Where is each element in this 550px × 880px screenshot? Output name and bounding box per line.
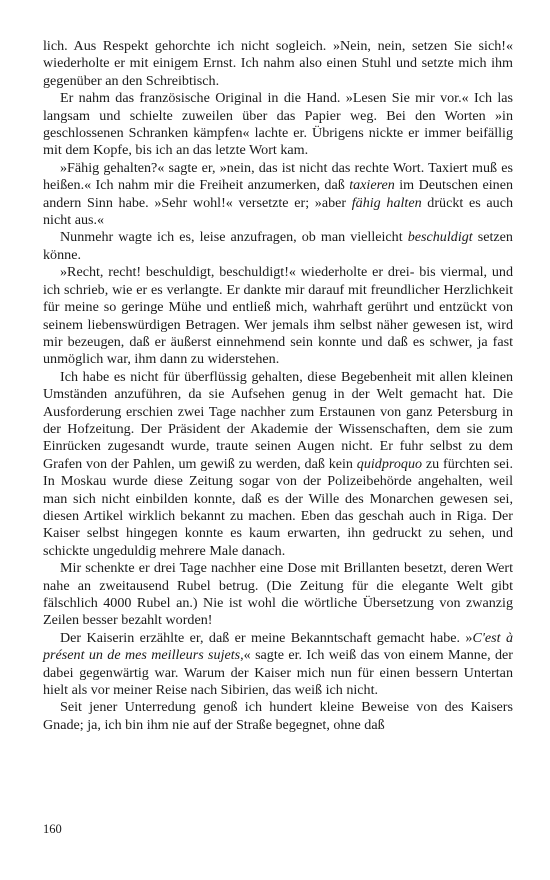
paragraph — [43, 38, 513, 90]
page-number: 160 — [43, 822, 62, 836]
text-run: im Deutschen einen andern Sinn habe. »Sehr wohl!« versetzte er; »aber — [43, 177, 513, 211]
text-run: Mir schenkte er drei Tage nachher eine Dose mit Brillanten besetzt, deren Wert nahe an zweitausend Rubel betrug. (Die Zeitung für die elegante Welt gibt fälschlich 4000 Rubel an.) Nie ist wohl die wörtliche Übersetzung von zwanzig Zeilen besser bezahlt worden! — [43, 560, 513, 629]
text-run: drückt es auch nicht aus.« — [43, 194, 513, 229]
italic-text: C'est à présent un de mes meilleurs sujets — [43, 629, 513, 664]
paragraph — [43, 630, 513, 700]
paragraph — [43, 369, 513, 560]
italic-text: quidproquo — [356, 455, 423, 472]
text-run: »Fähig gehalten?« sagte er, »nein, das ist nicht das rechte Wort. Taxiert muß es heißen.« Ich nahm mir die Freiheit anzumerken, daß — [43, 159, 513, 194]
text-run: Nunmehr wagte ich es, leise anzufragen, ob man vielleicht — [60, 229, 408, 246]
italic-text: taxieren — [349, 177, 395, 194]
text-run: Er nahm das französische Original in die Hand. »Lesen Sie mir vor.« Ich las langsam und schielte zuweilen über das Papier weg. Bei den Worten »in geschlossenen Schranken kämpfen« lachte er. Übrigens nickte er immer beifällig mit dem Kopfe, bis ich an das letzte Wort kam. — [43, 90, 513, 159]
text-run: Ich habe es nicht für überflüssig gehalten, diese Begebenheit mit allen kleinen Umständen anzuführen, da sie Aufsehen genug in der Welt gemacht hat. Die Ausforderung erschien zwei Tage nachher zum Erstaunen von ganz Petersburg in der Hofzeitung. Der Präsident der Akademie der Wissenschaften, dem sie zum Einrücken zugesandt wurde, traute seinen Augen nicht. Er fuhr selbst zu dem Grafen von der Pahlen, um gewiß zu werden, daß kein — [43, 368, 513, 472]
text-run: ,« sagte er. Ich weiß das von einem Manne, der dabei gegenwärtig war. Warum der Kaiser mich nun für einen bessern Untertan hielt als vor meiner Reise nach Sibirien, das weiß ich nicht. — [43, 647, 513, 699]
text-run: Der Kaiserin erzählte er, daß er meine Bekanntschaft gemacht habe. » — [60, 629, 473, 646]
text-run: setzen könne. — [43, 229, 513, 263]
text-run: zu fürchten sei. In Moskau wurde diese Zeitung sogar von der Polizeibehörde angehalten, weil man sich nicht einbilden konnte, daß es der Wille des Monarchen gewesen sei, diesen Artikel wirklich bekannt zu machen. Eben das geschah auch in Riga. Der Kaiser selbst hingegen konnte es kaum erwarten, ihn gedruckt zu sehen, und schickte ungeduldig mehrere Male danach. — [43, 455, 513, 559]
paragraph — [43, 560, 513, 630]
paragraph — [43, 160, 513, 230]
text-run: »Recht, recht! beschuldigt, beschuldigt!« wiederholte er drei- bis viermal, und ich schrieb, wie er es verlangte. Er dankte mir darauf mit freundlicher Herzlichkeit für meine so geringe Mühe und entließ mich, wahrhaft gerührt und entzückt von seinem liebenswürdigen Betragen. Wer jemals ihm selbst näher gewesen ist, wird mir bezeugen, daß er äußerst einnehmend sein konnte und daß es schwer, ja fast unmöglich war, ihm dann zu widerstehen. — [43, 264, 513, 368]
text-run: Seit jener Unterredung genoß ich hundert kleine Beweise von des Kaisers Gnade; ja, ich bin ihm nie auf der Straße begegnet, ohne daß — [43, 699, 513, 733]
paragraph — [43, 264, 513, 368]
text-run: lich. Aus Respekt gehorchte ich nicht sogleich. »Nein, nein, setzen Sie sich!« wiederholte er mit einigem Ernst. Ich nahm also einen Stuhl und setzte mich ihm gegenüber an den Schreibtisch. — [43, 38, 513, 89]
paragraph — [43, 90, 513, 160]
paragraph — [43, 699, 513, 734]
italic-text: fähig halten — [351, 194, 422, 211]
italic-text: beschuldigt — [407, 229, 473, 246]
page-body — [43, 38, 513, 734]
paragraph — [43, 229, 513, 264]
